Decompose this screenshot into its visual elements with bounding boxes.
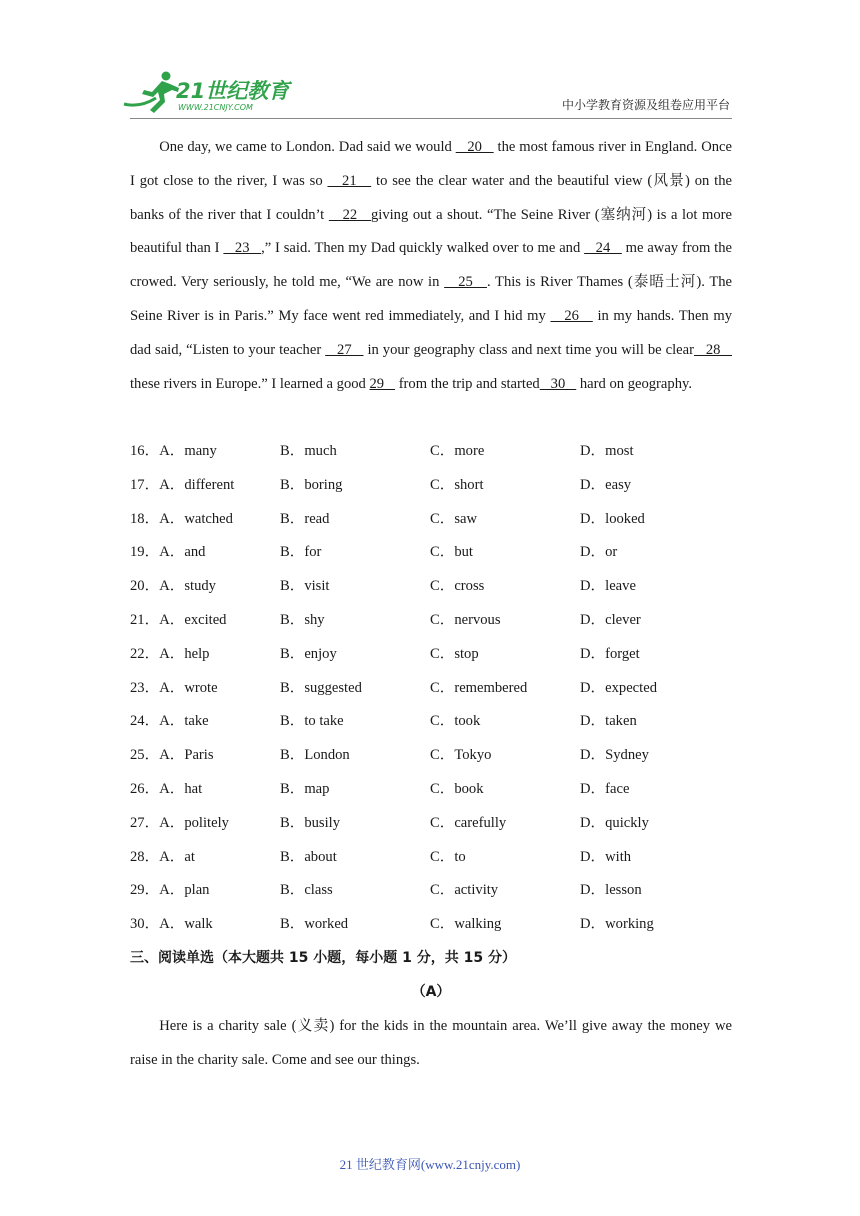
option-c: C．took: [430, 713, 481, 730]
option-d: D．Sydney: [580, 747, 649, 764]
option-a: [130, 841, 195, 875]
question-number: 20．: [130, 578, 160, 595]
question-row: [130, 807, 750, 841]
option-a-text: A．take: [159, 713, 209, 730]
question-number: 21．: [130, 611, 160, 628]
blank-number: 21: [327, 172, 372, 189]
option-d: D．taken: [580, 713, 637, 730]
blank-number: 23: [223, 240, 262, 257]
option-a: [130, 638, 209, 672]
option-a: [130, 874, 209, 908]
blank-number: 25: [444, 274, 487, 291]
option-d: D．looked: [580, 510, 645, 527]
option-a-text: A．wrote: [159, 679, 218, 696]
option-d: D．lesson: [580, 882, 642, 899]
option-c: C．short: [430, 476, 484, 493]
question-number: 28．: [130, 848, 160, 865]
option-a: [130, 739, 214, 773]
cloze-passage: [130, 131, 732, 401]
reading-passage-a: [130, 1010, 732, 1078]
passage-text: to see the clear water and the beautiful view (风景) on the banks of the river that I couldn’t: [130, 172, 733, 223]
option-a-text: A．excited: [159, 611, 227, 628]
blank-number: 30: [539, 375, 577, 392]
question-number: 16．: [130, 443, 160, 459]
option-a: [130, 435, 217, 469]
question-number: 22．: [130, 645, 160, 662]
option-d: D．with: [580, 848, 632, 865]
option-b: B．enjoy: [280, 645, 337, 662]
option-a-text: A．watched: [159, 510, 233, 527]
question-row: [130, 604, 750, 638]
question-row: [130, 908, 750, 942]
question-number: 29．: [130, 882, 160, 899]
option-c: C．nervous: [430, 611, 501, 628]
option-b: B．about: [280, 848, 337, 865]
blank-number: 29: [369, 375, 396, 392]
question-row: [130, 469, 750, 503]
passage-text: ,” I said. Then my Dad quickly walked over to me and: [261, 240, 585, 257]
blank-number: 24: [584, 240, 622, 257]
option-c: C．saw: [430, 510, 478, 527]
option-d: D．or: [580, 544, 618, 561]
option-d: D．working: [580, 916, 654, 933]
option-a: [130, 705, 209, 739]
blank-number: 26: [550, 307, 593, 324]
runner-icon: [124, 72, 179, 114]
option-b: B．map: [280, 780, 330, 797]
option-b: B．to take: [280, 713, 344, 730]
option-a: [130, 536, 205, 570]
option-c: C．carefully: [430, 814, 507, 831]
question-row: [130, 874, 750, 908]
question-row: [130, 638, 750, 672]
option-a-text: A．study: [159, 578, 216, 595]
passage-text: . This is River Thames (泰晤士河). The Seine River is in Paris.” My face went red immediately, and I hid my: [130, 274, 733, 324]
option-c: C．Tokyo: [430, 747, 492, 764]
option-c: C．more: [430, 443, 485, 459]
site-logo: [122, 70, 292, 116]
question-number: 19．: [130, 544, 160, 561]
blank-number: 22: [328, 206, 371, 223]
option-a: [130, 773, 202, 807]
option-b: B．boring: [280, 476, 343, 493]
question-row: [130, 705, 750, 739]
option-b: B．much: [280, 443, 337, 459]
header-divider: [130, 118, 732, 119]
option-c: C．to: [430, 848, 466, 865]
option-b: B．shy: [280, 611, 325, 628]
option-d: D．clever: [580, 611, 641, 628]
option-a-text: A．walk: [159, 916, 213, 933]
option-d: D．forget: [580, 645, 640, 662]
blank-number: 28: [693, 341, 733, 358]
passage-text: in your geography class and next time you will be clear: [363, 341, 694, 358]
option-b: B．suggested: [280, 679, 362, 696]
option-c: C．walking: [430, 916, 502, 933]
option-d: D．quickly: [580, 814, 649, 831]
option-a-text: A．hat: [159, 780, 203, 797]
option-c: C．remembered: [430, 679, 528, 696]
part-title: （A）: [411, 984, 451, 1000]
question-row: [130, 773, 750, 807]
logo-url-text: WWW.21CNJY.COM: [178, 103, 253, 112]
option-a-text: A．help: [159, 645, 210, 662]
passage-text: from the trip and started: [395, 375, 540, 392]
question-row: [130, 841, 750, 875]
option-a-text: A．politely: [159, 814, 229, 831]
question-number: 27．: [130, 814, 160, 831]
option-b: B．for: [280, 544, 322, 561]
passage-text: me away from the crowed. Very seriously, he told me, “We are now in: [130, 240, 732, 291]
option-a-text: A．plan: [159, 882, 210, 899]
passage-text: hard on geography.: [576, 375, 692, 392]
option-a: [130, 570, 216, 604]
passage-text: giving out a shout. “The Seine River (塞纳河) is a lot more beautiful than I: [130, 206, 733, 257]
footer-link[interactable]: 21 世纪教育网(www.21cnjy.com): [339, 1157, 521, 1172]
blank-number: 27: [325, 341, 364, 358]
option-c: C．book: [430, 780, 484, 797]
platform-name: 中小学教育资源及组卷应用平台: [561, 98, 730, 112]
option-c: C．activity: [430, 882, 499, 899]
passage-text: the most famous river in England. Once I got close to the river, I was so: [130, 139, 733, 189]
question-row: [130, 672, 750, 706]
question-number: 17．: [130, 476, 160, 493]
option-d: D．leave: [580, 578, 636, 595]
option-a: [130, 503, 233, 537]
option-a-text: A．Paris: [159, 747, 214, 764]
option-d: D．easy: [580, 476, 632, 493]
option-a: [130, 604, 226, 638]
option-a-text: A．at: [159, 848, 195, 865]
option-b: B．London: [280, 747, 350, 764]
option-b: B．read: [280, 510, 330, 527]
option-a: [130, 908, 213, 942]
question-row: [130, 503, 750, 537]
option-d: D．most: [580, 443, 634, 459]
option-b: B．busily: [280, 814, 341, 831]
logo-main-text: 21世纪教育: [176, 79, 290, 103]
option-a: [130, 807, 229, 841]
option-b: B．class: [280, 882, 333, 899]
question-row: [130, 739, 750, 773]
question-number: 30．: [130, 916, 160, 933]
passage-text: these rivers in Europe.” I learned a good: [130, 375, 370, 392]
option-d: D．expected: [580, 679, 657, 696]
question-row: [130, 435, 750, 469]
section-title: 三、阅读单选（本大题共 15 小题，每小题 1 分，共 15 分）: [130, 950, 516, 966]
passage-text: in my hands. Then my dad said, “Listen to your teacher: [130, 307, 733, 358]
question-number: 24．: [130, 713, 160, 730]
reading-paragraph: Here is a charity sale (义卖) for the kids in the mountain area. We’ll give away the money we raise in the charity sale. Come and see our things.: [130, 1018, 732, 1068]
option-a: [130, 469, 234, 503]
passage-text: One day, we came to London. Dad said we would: [159, 139, 456, 155]
option-a: [130, 672, 218, 706]
option-c: C．but: [430, 544, 473, 561]
option-a-text: A．many: [159, 443, 217, 459]
option-d: D．face: [580, 780, 630, 797]
question-row: [130, 570, 750, 604]
cloze-paragraph: [130, 131, 732, 401]
option-a-text: A．different: [159, 476, 235, 493]
blank-number: 20: [455, 139, 494, 155]
option-c: C．cross: [430, 578, 485, 595]
option-c: C．stop: [430, 645, 479, 662]
question-number: 26．: [130, 780, 160, 797]
question-number: 25．: [130, 747, 160, 764]
question-row: [130, 536, 750, 570]
option-b: B．worked: [280, 916, 349, 933]
question-options: [130, 435, 750, 942]
option-b: B．visit: [280, 578, 330, 595]
question-number: 18．: [130, 510, 160, 527]
option-a-text: A．and: [159, 544, 206, 561]
question-number: 23．: [130, 679, 160, 696]
